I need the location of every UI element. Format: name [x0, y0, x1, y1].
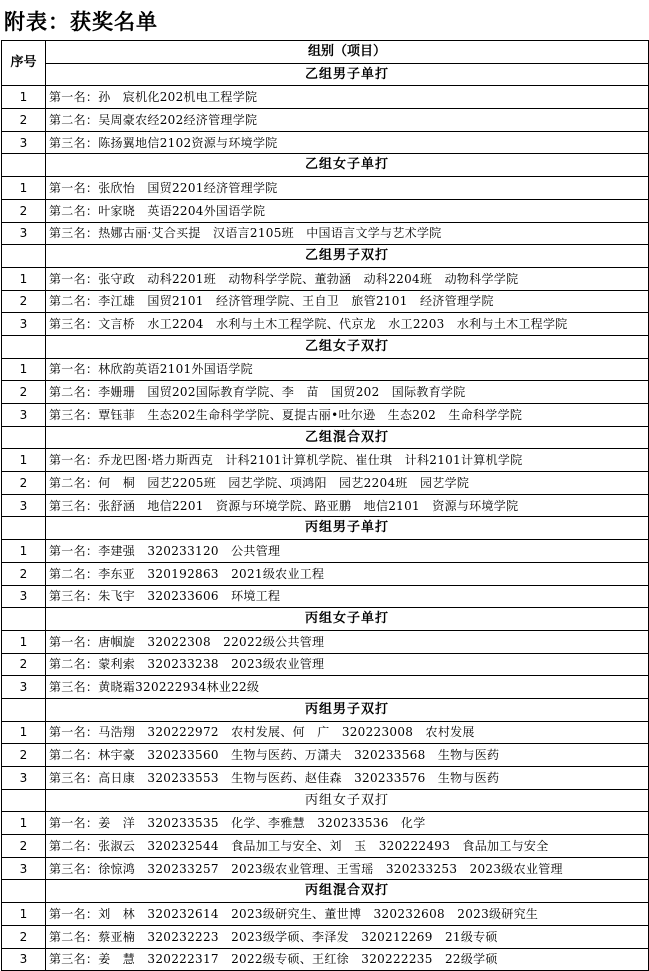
- row-number: 3: [2, 313, 46, 336]
- winner-entry: 第三名：张舒涵 地信2201 资源与环境学院、路亚鹏 地信2101 资源与环境学院: [46, 494, 649, 517]
- winner-entry: 第三名：徐惊鸿 320233257 2023级农业管理、王雪瑶 320233253 2023级农业管理: [46, 857, 649, 880]
- winner-entry: 第一名：孙 宸机化202机电工程学院: [46, 86, 649, 109]
- section-seq-cell: [2, 789, 46, 812]
- row-number: 2: [2, 472, 46, 495]
- row-number: 2: [2, 381, 46, 404]
- winner-entry: 第二名：蒙利索 320233238 2023级农业管理: [46, 653, 649, 676]
- section-title: 丙组女子单打: [46, 608, 649, 631]
- row-number: 2: [2, 835, 46, 858]
- table-row: [2, 313, 649, 336]
- winner-entry: 第二名：叶家晓 英语2204外国语学院: [46, 199, 649, 222]
- winner-entry: 第一名：乔龙巴图·塔力斯西克 计科2101计算机学院、崔仕琪 计科2101计算机学院: [46, 449, 649, 472]
- row-number: 1: [2, 86, 46, 109]
- winner-entry: 第一名：刘 林 320232614 2023级研究生、董世博 320232608 2023级研究生: [46, 903, 649, 926]
- table-row: [2, 267, 649, 290]
- row-number: 3: [2, 131, 46, 154]
- table-row: [2, 948, 649, 971]
- winner-entry: 第三名：陈扬翼地信2102资源与环境学院: [46, 131, 649, 154]
- section-row: [2, 880, 649, 903]
- row-number: 1: [2, 721, 46, 744]
- section-seq-cell: [2, 245, 46, 268]
- row-number: 1: [2, 540, 46, 563]
- table-row: [2, 562, 649, 585]
- section-seq-cell: [2, 517, 46, 540]
- section-row: [2, 789, 649, 812]
- section-title: 丙组男子双打: [46, 698, 649, 721]
- section-seq-cell: [2, 608, 46, 631]
- page-title: 附表：获奖名单: [4, 9, 158, 34]
- section-title: 乙组女子双打: [46, 335, 649, 358]
- row-number: 3: [2, 676, 46, 699]
- table-row: [2, 585, 649, 608]
- award-table: [1, 40, 649, 971]
- section-row: [2, 517, 649, 540]
- row-number: 3: [2, 767, 46, 790]
- row-number: 2: [2, 199, 46, 222]
- table-row: [2, 857, 649, 880]
- row-number: 1: [2, 267, 46, 290]
- winner-entry: 第一名：李建强 320233120 公共管理: [46, 540, 649, 563]
- award-table-body: [2, 41, 649, 971]
- table-row: [2, 131, 649, 154]
- row-number: 2: [2, 109, 46, 132]
- winner-entry: 第一名：唐帼旋 32022308 22022级公共管理: [46, 630, 649, 653]
- section-title: 丙组男子单打: [46, 517, 649, 540]
- table-header-row: [2, 41, 649, 64]
- table-row: [2, 721, 649, 744]
- table-row: [2, 835, 649, 858]
- row-number: 2: [2, 562, 46, 585]
- table-row: [2, 767, 649, 790]
- table-row: [2, 630, 649, 653]
- row-number: 3: [2, 404, 46, 427]
- winner-entry: 第三名：朱飞宇 320233606 环境工程: [46, 585, 649, 608]
- row-number: 2: [2, 290, 46, 313]
- row-number: 3: [2, 222, 46, 245]
- table-row: [2, 676, 649, 699]
- section-title: 乙组男子单打: [46, 63, 649, 86]
- section-seq-cell: [2, 698, 46, 721]
- table-row: [2, 449, 649, 472]
- winner-entry: 第三名：覃钰菲 生态202生命科学学院、夏提古丽•吐尔逊 生态202 生命科学学院: [46, 404, 649, 427]
- row-number: 3: [2, 585, 46, 608]
- winner-entry: 第三名：热娜古丽·艾合买提 汉语言2105班 中国语言文学与艺术学院: [46, 222, 649, 245]
- row-number: 1: [2, 449, 46, 472]
- row-number: 2: [2, 744, 46, 767]
- table-row: [2, 86, 649, 109]
- table-row: [2, 381, 649, 404]
- table-row: [2, 199, 649, 222]
- row-number: 3: [2, 948, 46, 971]
- section-seq-cell: [2, 335, 46, 358]
- winner-entry: 第二名：李江雄 国贸2101 经济管理学院、王自卫 旅管2101 经济管理学院: [46, 290, 649, 313]
- winner-entry: 第二名：张淑云 320232544 食品加工与安全、刘 玉 320222493 食品加工与安全: [46, 835, 649, 858]
- section-row: [2, 426, 649, 449]
- winner-entry: 第一名：姜 洋 320233535 化学、李雅慧 320233536 化学: [46, 812, 649, 835]
- table-row: [2, 744, 649, 767]
- row-number: 3: [2, 494, 46, 517]
- winner-entry: 第一名：林欣韵英语2101外国语学院: [46, 358, 649, 381]
- row-number: 2: [2, 925, 46, 948]
- row-number: 1: [2, 630, 46, 653]
- table-row: [2, 903, 649, 926]
- row-number: 2: [2, 653, 46, 676]
- winner-entry: 第三名：文言桥 水工2204 水利与土木工程学院、代京龙 水工2203 水利与土木工程学院: [46, 313, 649, 336]
- row-number: 1: [2, 358, 46, 381]
- winner-entry: 第二名：蔡亚楠 320232223 2023级学硕、李泽发 320212269 21级专硕: [46, 925, 649, 948]
- winner-entry: 第三名：姜 慧 320222317 2022级专硕、王红徐 320222235 22级学硕: [46, 948, 649, 971]
- section-seq-cell: [2, 426, 46, 449]
- section-row: [2, 245, 649, 268]
- winner-entry: 第二名：何 桐 园艺2205班 园艺学院、项鸿阳 园艺2204班 园艺学院: [46, 472, 649, 495]
- table-row: [2, 812, 649, 835]
- section-title: 乙组女子单打: [46, 154, 649, 177]
- section-row: [2, 63, 649, 86]
- section-title: 乙组男子双打: [46, 245, 649, 268]
- section-title: 丙组女子双打: [46, 789, 649, 812]
- section-title: 乙组混合双打: [46, 426, 649, 449]
- winner-entry: 第二名：林宇豪 320233560 生物与医药、万潇夫 320233568 生物与医药: [46, 744, 649, 767]
- winner-entry: 第二名：吴周豪农经202经济管理学院: [46, 109, 649, 132]
- row-number: 3: [2, 857, 46, 880]
- table-row: [2, 177, 649, 200]
- table-row: [2, 494, 649, 517]
- section-seq-cell: [2, 154, 46, 177]
- table-row: [2, 653, 649, 676]
- winner-entry: 第一名：马浩翔 320222972 农村发展、何 广 320223008 农村发展: [46, 721, 649, 744]
- group-header: 组别（项目）: [46, 41, 649, 64]
- table-row: [2, 472, 649, 495]
- section-row: [2, 698, 649, 721]
- table-row: [2, 404, 649, 427]
- table-row: [2, 358, 649, 381]
- row-number: 1: [2, 903, 46, 926]
- winner-entry: 第二名：李东亚 320192863 2021级农业工程: [46, 562, 649, 585]
- section-row: [2, 608, 649, 631]
- section-row: [2, 335, 649, 358]
- table-row: [2, 109, 649, 132]
- section-row: [2, 154, 649, 177]
- row-number: 1: [2, 812, 46, 835]
- table-row: [2, 925, 649, 948]
- section-title: 丙组混合双打: [46, 880, 649, 903]
- table-row: [2, 290, 649, 313]
- winner-entry: 第二名：李姗珊 国贸202国际教育学院、李 苗 国贸202 国际教育学院: [46, 381, 649, 404]
- table-row: [2, 222, 649, 245]
- winner-entry: 第一名：张守政 动科2201班 动物科学学院、董勃涵 动科2204班 动物科学学院: [46, 267, 649, 290]
- row-number: 1: [2, 177, 46, 200]
- winner-entry: 第一名：张欣怡 国贸2201经济管理学院: [46, 177, 649, 200]
- section-seq-cell: [2, 880, 46, 903]
- winner-entry: 第三名：高日康 320233553 生物与医药、赵佳森 320233576 生物与医药: [46, 767, 649, 790]
- winner-entry: 第三名：黄晓霜320222934林业22级: [46, 676, 649, 699]
- seq-header: 序号: [2, 41, 46, 86]
- table-row: [2, 540, 649, 563]
